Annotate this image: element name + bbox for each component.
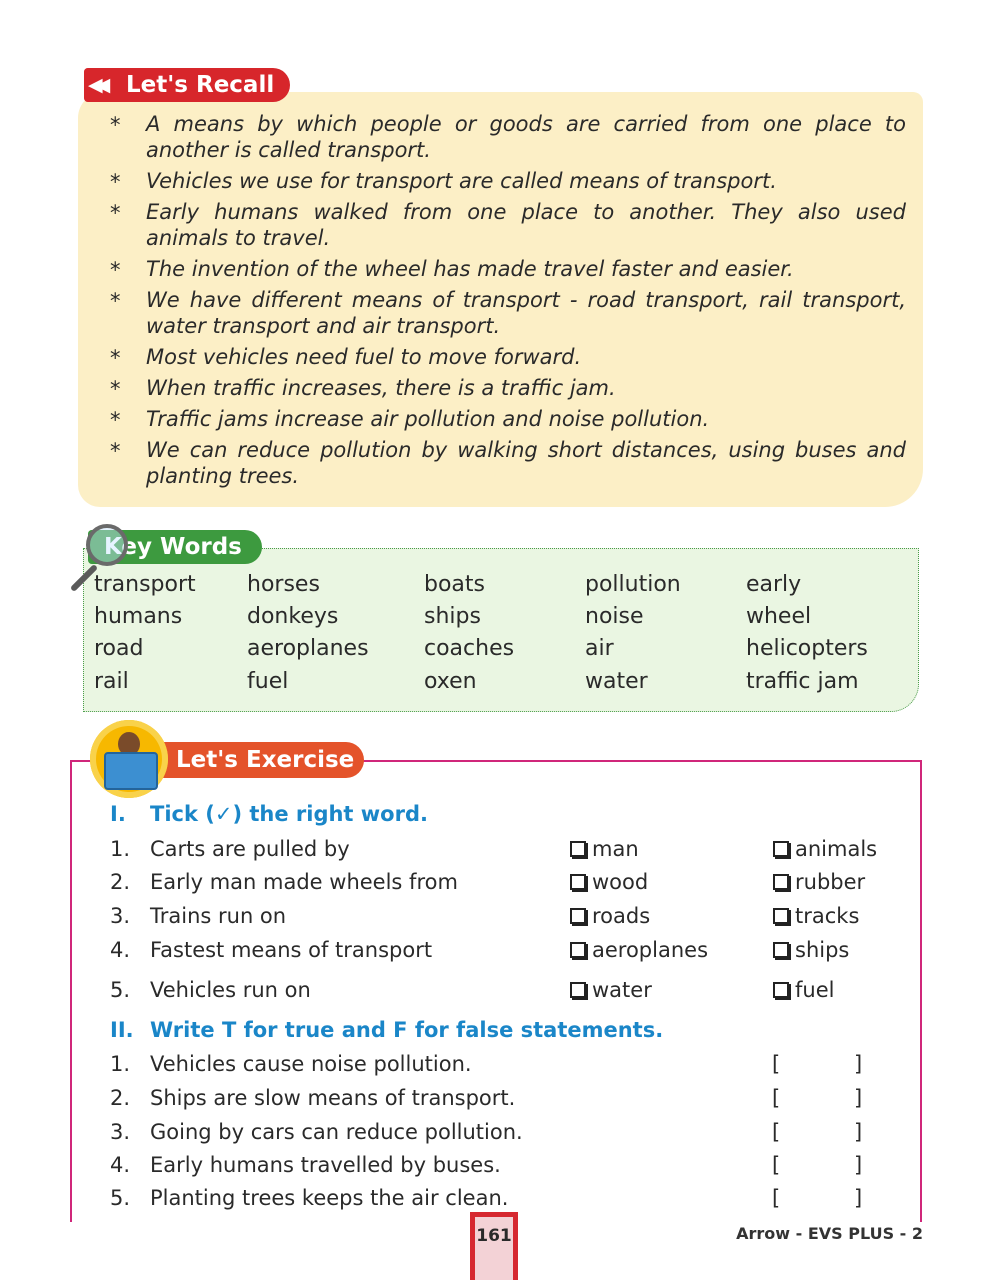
recall-item: * Most vehicles need fuel to move forward.	[110, 345, 582, 370]
question-number: 4.	[110, 1153, 131, 1177]
section-heading: Tick (✓) the right word.	[150, 802, 428, 826]
checkbox-icon[interactable]	[570, 908, 586, 924]
question-text: Trains run on	[150, 904, 287, 928]
recall-item: * Early humans walked from one place to another. They also used animals to travel.	[110, 200, 906, 250]
question-number: 5.	[110, 1186, 131, 1210]
answer-bracket-close[interactable]: ]	[854, 1086, 863, 1110]
recall-item: * We have different means of transport - road transport, rail transport, water transport and air transport.	[110, 288, 906, 338]
recall-item: * When traffic increases, there is a traffic jam.	[110, 376, 616, 401]
rewind-icon: ◀◀	[88, 74, 104, 96]
keyword: traffic jam	[746, 669, 859, 694]
question-number: 5.	[110, 978, 131, 1002]
answer-bracket-open[interactable]: [	[772, 1186, 781, 1210]
option-checkbox[interactable]: roads	[570, 904, 650, 928]
checkbox-icon[interactable]	[773, 908, 789, 924]
keyword: fuel	[247, 669, 289, 694]
recall-item: * Vehicles we use for transport are called means of transport.	[110, 169, 777, 194]
keyword: pollution	[585, 572, 681, 597]
keyword: coaches	[424, 636, 515, 661]
answer-bracket-close[interactable]: ]	[854, 1186, 863, 1210]
section-heading: Write T for true and F for false statements.	[150, 1018, 664, 1042]
recall-item: * A means by which people or goods are carried from one place to another is called transport.	[110, 112, 906, 162]
book-icon	[104, 752, 158, 790]
question-number: 2.	[110, 870, 131, 894]
question-number: 4.	[110, 938, 131, 962]
question-number: 1.	[110, 1052, 131, 1076]
option-checkbox[interactable]: aeroplanes	[570, 938, 708, 962]
statement-text: Going by cars can reduce pollution.	[150, 1120, 523, 1144]
option-checkbox[interactable]: man	[570, 837, 639, 861]
book-title: Arrow - EVS PLUS - 2	[736, 1224, 923, 1243]
keyword: early	[746, 572, 802, 597]
recall-item: * Traffic jams increase air pollution and noise pollution.	[110, 407, 710, 432]
statement-text: Vehicles cause noise pollution.	[150, 1052, 472, 1076]
answer-bracket-close[interactable]: ]	[854, 1052, 863, 1076]
section-number: I.	[110, 802, 126, 826]
exercise-title: Let's Exercise	[176, 747, 355, 773]
answer-bracket-open[interactable]: [	[772, 1086, 781, 1110]
question-text: Early man made wheels from	[150, 870, 458, 894]
magnifier-icon	[86, 524, 128, 566]
answer-bracket-open[interactable]: [	[772, 1120, 781, 1144]
section-number: II.	[110, 1018, 134, 1042]
option-checkbox[interactable]: rubber	[773, 870, 865, 894]
keyword: rail	[94, 669, 129, 694]
question-number: 1.	[110, 837, 131, 861]
answer-bracket-open[interactable]: [	[772, 1052, 781, 1076]
answer-bracket-close[interactable]: ]	[854, 1153, 863, 1177]
keyword: noise	[585, 604, 644, 629]
keyword: donkeys	[247, 604, 339, 629]
recall-tag	[84, 68, 290, 102]
checkbox-icon[interactable]	[773, 874, 789, 890]
keyword: ships	[424, 604, 481, 629]
option-checkbox[interactable]: wood	[570, 870, 648, 894]
question-text: Fastest means of transport	[150, 938, 433, 962]
page-number: 161	[476, 1226, 512, 1246]
question-number: 3.	[110, 1120, 131, 1144]
recall-title: Let's Recall	[126, 72, 275, 98]
option-checkbox[interactable]: water	[570, 978, 652, 1002]
keywords-title: Key Words	[104, 534, 242, 560]
page-number-box	[470, 1212, 518, 1280]
recall-list	[106, 111, 906, 494]
checkbox-icon[interactable]	[773, 841, 789, 857]
keyword: humans	[94, 604, 183, 629]
keyword: boats	[424, 572, 485, 597]
checkbox-icon[interactable]	[570, 841, 586, 857]
recall-item: * The invention of the wheel has made travel faster and easier.	[110, 257, 794, 282]
checkbox-icon[interactable]	[570, 874, 586, 890]
keyword: water	[585, 669, 648, 694]
recall-item: * We can reduce pollution by walking short distances, using buses and planting trees.	[110, 438, 906, 488]
keyword: oxen	[424, 669, 477, 694]
keyword: road	[94, 636, 144, 661]
checkbox-icon[interactable]	[570, 942, 586, 958]
statement-text: Planting trees keeps the air clean.	[150, 1186, 509, 1210]
statement-text: Ships are slow means of transport.	[150, 1086, 516, 1110]
question-text: Carts are pulled by	[150, 837, 350, 861]
keyword: horses	[247, 572, 320, 597]
question-number: 3.	[110, 904, 131, 928]
statement-text: Early humans travelled by buses.	[150, 1153, 501, 1177]
checkbox-icon[interactable]	[773, 982, 789, 998]
keyword: wheel	[746, 604, 812, 629]
option-checkbox[interactable]: animals	[773, 837, 877, 861]
checkbox-icon[interactable]	[570, 982, 586, 998]
option-checkbox[interactable]: tracks	[773, 904, 859, 928]
option-checkbox[interactable]: fuel	[773, 978, 834, 1002]
answer-bracket-open[interactable]: [	[772, 1153, 781, 1177]
keyword: transport	[94, 572, 196, 597]
option-checkbox[interactable]: ships	[773, 938, 849, 962]
keyword: air	[585, 636, 614, 661]
answer-bracket-close[interactable]: ]	[854, 1120, 863, 1144]
checkbox-icon[interactable]	[773, 942, 789, 958]
question-number: 2.	[110, 1086, 131, 1110]
keyword: aeroplanes	[247, 636, 369, 661]
keyword: helicopters	[746, 636, 868, 661]
question-text: Vehicles run on	[150, 978, 311, 1002]
